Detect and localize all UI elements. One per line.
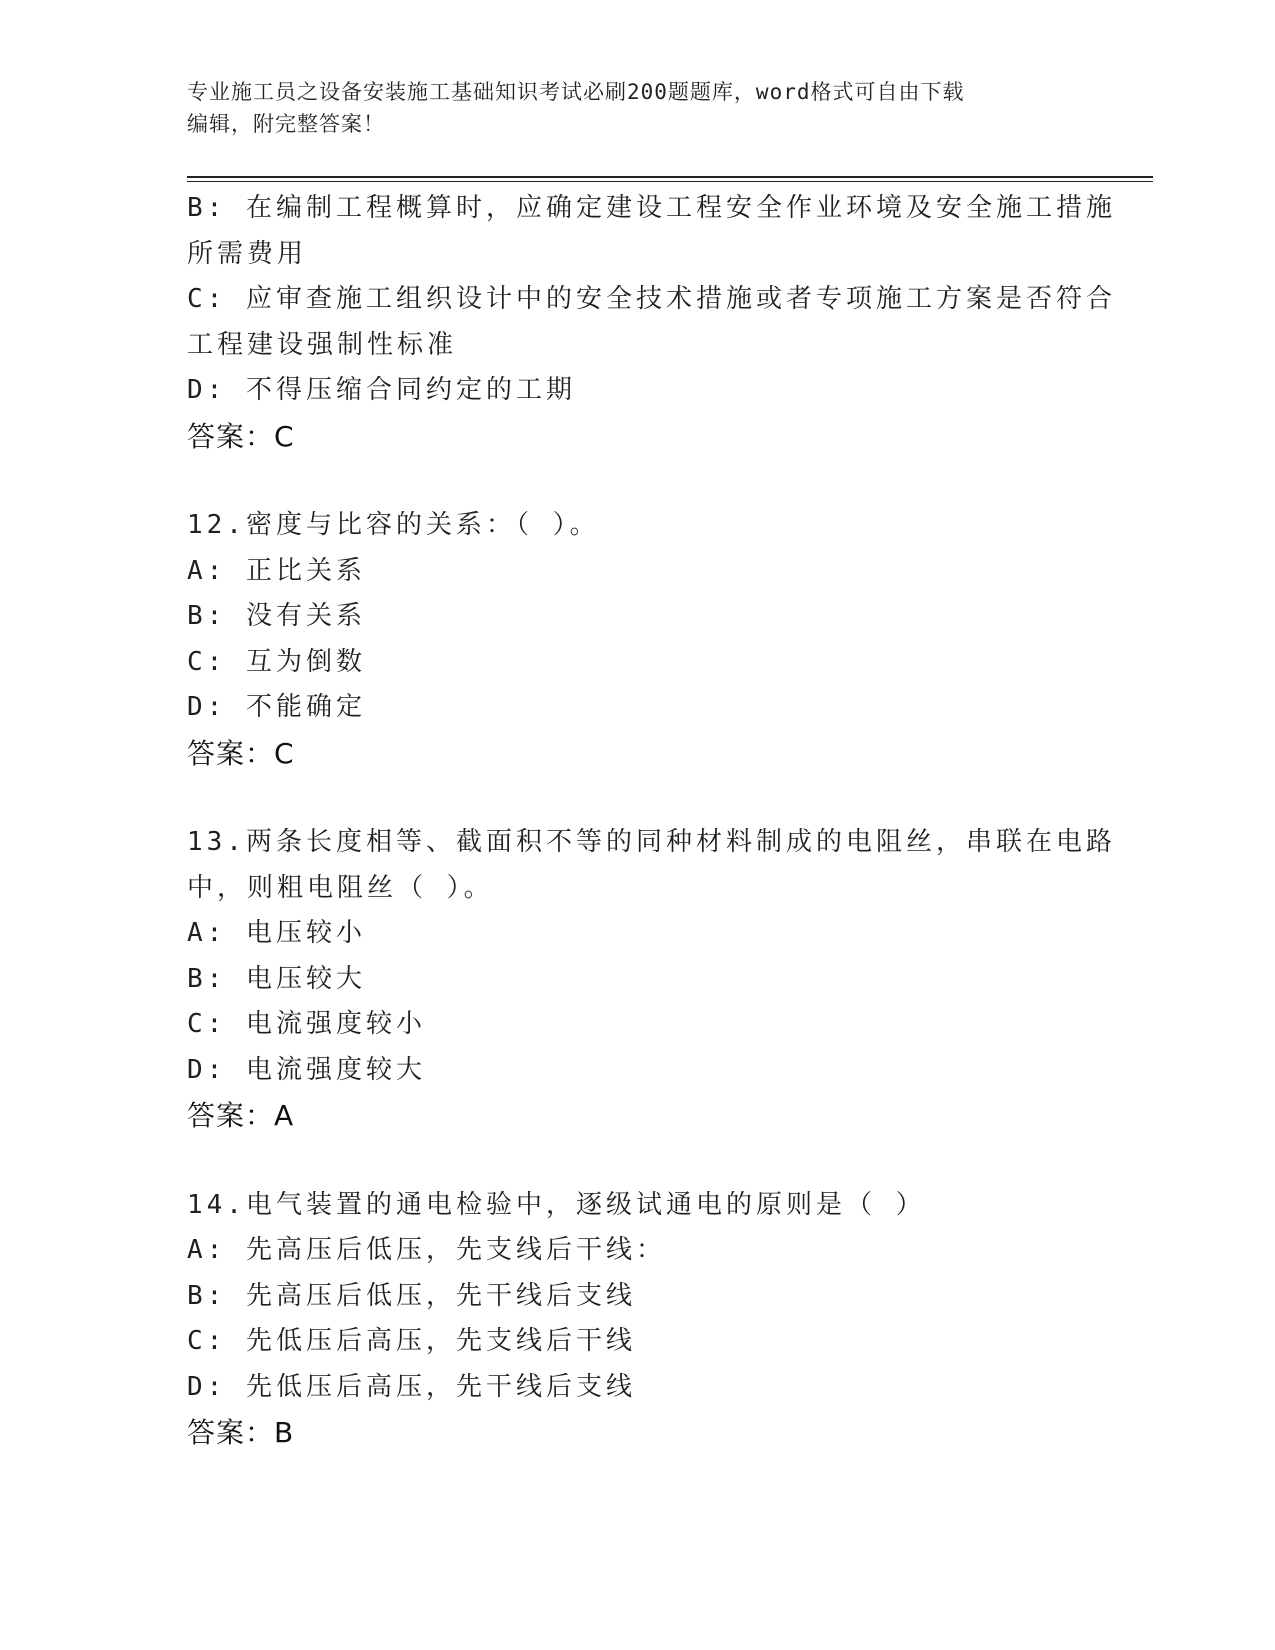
- option-c: C: 互为倒数: [187, 646, 366, 677]
- document-header: [187, 76, 1067, 140]
- option-d: D: 不得压缩合同约定的工期: [187, 375, 576, 405]
- question-stem-line-1: 13.两条长度相等、截面积不等的同种材料制成的电阻丝，串联在电路: [187, 827, 1116, 857]
- spacer: [187, 1139, 1087, 1183]
- option-d: D: 不能确定: [187, 692, 366, 722]
- option-c-line-2: 工程建设强制性标准: [187, 329, 458, 360]
- question-stem: 12.密度与比容的关系：（ ）。: [187, 510, 600, 540]
- question-12: [187, 503, 1087, 776]
- spacer: [187, 459, 1087, 503]
- question-13: [187, 820, 1116, 1139]
- question-stem-line-2: 中，则粗电阻丝（ ）。: [187, 872, 494, 903]
- option-b: B: 电压较大: [187, 963, 366, 994]
- option-b-line-2: 所需费用: [187, 238, 308, 269]
- option-a: A: 电压较小: [187, 918, 366, 948]
- header-title-line-2: 编辑，附完整答案！: [187, 112, 385, 136]
- header-divider-thick: [187, 176, 1153, 178]
- spacer: [187, 776, 1087, 820]
- option-c: C: 电流强度较小: [187, 1009, 426, 1039]
- answer: 答案：A: [187, 1099, 295, 1132]
- option-c: C: 先低压后高压，先支线后干线: [187, 1326, 636, 1356]
- option-b: B: 先高压后低压，先干线后支线: [187, 1280, 636, 1311]
- option-a: A: 先高压后低压，先支线后干线：: [187, 1235, 666, 1265]
- option-c-line-1: C: 应审查施工组织设计中的安全技术措施或者专项施工方案是否符合: [187, 284, 1116, 314]
- option-d: D: 先低压后高压，先干线后支线: [187, 1371, 636, 1402]
- option-a: A: 正比关系: [187, 555, 366, 586]
- header-divider-thin: [187, 181, 1153, 182]
- option-d: D: 电流强度较大: [187, 1054, 426, 1085]
- question-14: [187, 1183, 1087, 1456]
- question-stem: 14.电气装置的通电检验中，逐级试通电的原则是（ ）: [187, 1189, 926, 1220]
- answer: 答案：C: [187, 736, 295, 770]
- document-body: [187, 186, 1116, 1456]
- option-b-line-1: B: 在编制工程概算时，应确定建设工程安全作业环境及安全施工措施: [187, 193, 1116, 223]
- answer: 答案：C: [187, 419, 295, 453]
- option-b: B: 没有关系: [187, 601, 366, 631]
- header-title-line-1: 专业施工员之设备安装施工基础知识考试必刷200题题库，word格式可自由下载: [187, 80, 965, 104]
- answer: 答案：B: [187, 1416, 295, 1449]
- question-11-continued: [187, 186, 1116, 459]
